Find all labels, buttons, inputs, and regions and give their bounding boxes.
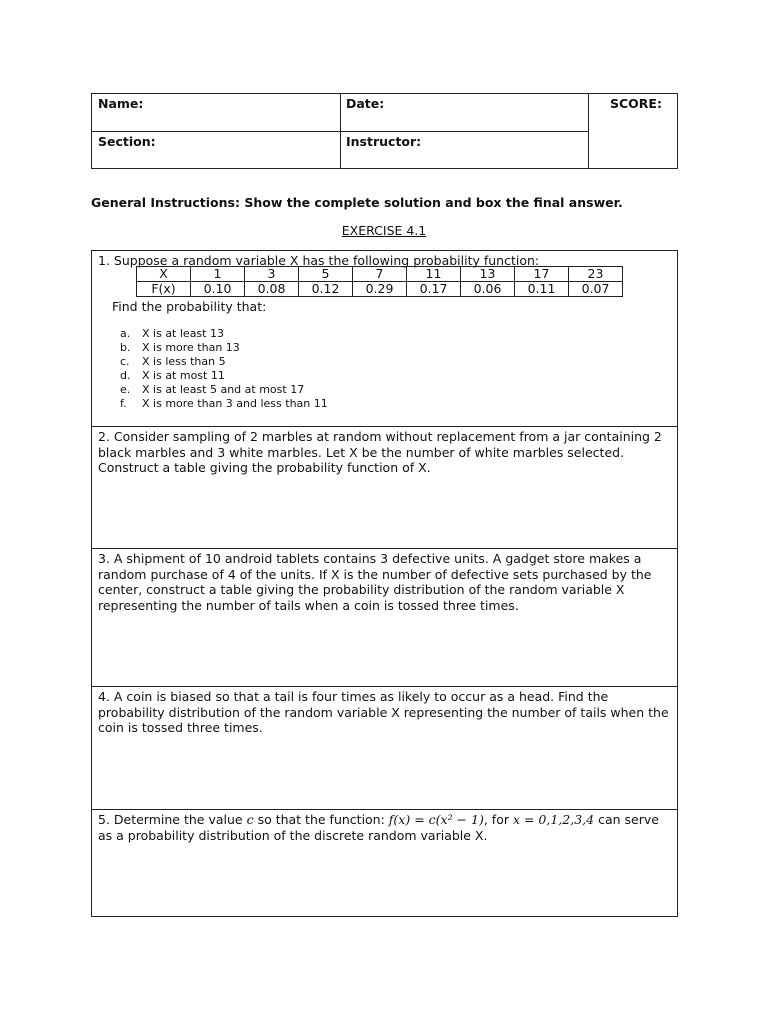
table-cell: 0.17 [407,282,461,297]
table-header-x: X [137,267,191,282]
list-item: e. X is at least 5 and at most 17 [120,383,305,396]
table-cell: 11 [407,267,461,282]
student-info-table [91,93,678,169]
domain-values: x = 0,1,2,3,4 [512,812,595,827]
question-1-text: 1. Suppose a random variable X has the following probability function: [98,253,540,268]
table-cell: 3 [245,267,299,282]
table-cell: 17 [515,267,569,282]
question-3 [91,548,678,687]
table-cell: 5 [299,267,353,282]
table-cell: 23 [569,267,623,282]
sub-question-list [120,327,328,411]
list-item: f. X is more than 3 and less than 11 [120,397,328,410]
question-4 [91,686,678,810]
question-5-text: 5. Determine the value c so that the function: f(x) = c(x² − 1), for x = 0,1,2,3,4 can serve as a probability distribution of the discrete random variable X. [98,812,659,843]
name-label: Name: [98,96,144,111]
list-item: c. X is less than 5 [120,355,226,368]
date-label: Date: [346,96,385,111]
table-cell: 0.11 [515,282,569,297]
exercise-title: EXERCISE 4.1 [341,223,427,238]
section-label: Section: [98,134,156,149]
question-2 [91,426,678,549]
function-formula: f(x) = c(x² − 1) [388,812,484,827]
divider [588,94,589,169]
table-cell: 1 [191,267,245,282]
table-header-fx: F(x) [137,282,191,297]
score-label: SCORE: [610,96,662,111]
list-item: a. X is at least 13 [120,327,224,340]
table-cell: 0.08 [245,282,299,297]
table-cell: 0.06 [461,282,515,297]
table-row-fx [137,282,623,297]
question-2-text: 2. Consider sampling of 2 marbles at random without replacement from a jar containing 2 black marbles and 3 white marbles. Let X be the number of white marbles selected. Construct a table giving the probability function of X. [98,429,662,475]
question-4-text: 4. A coin is biased so that a tail is four times as likely to occur as a head. Find the probability distribution of the random variable X representing the number of tails when the coin is tossed three times. [98,689,669,735]
table-row-x [137,267,623,282]
constant-c: c [246,812,254,827]
list-item: b. X is more than 13 [120,341,240,354]
instructor-label: Instructor: [346,134,422,149]
find-probability-label: Find the probability that: [112,299,267,314]
table-cell: 0.29 [353,282,407,297]
general-instructions: General Instructions: Show the complete solution and box the final answer. [91,195,623,210]
table-cell: 0.10 [191,282,245,297]
question-3-text: 3. A shipment of 10 android tablets contains 3 defective units. A gadget store makes a random purchase of 4 of the units. If X is the number of defective sets purchased by the center, construct a table giving the probability distribution of the random variable X representing the number of tails when a coin is tossed three times. [98,551,652,613]
question-5 [91,809,678,917]
probability-function-table [136,266,623,297]
list-item: d. X is at most 11 [120,369,225,382]
table-cell: 0.07 [569,282,623,297]
table-cell: 0.12 [299,282,353,297]
table-cell: 7 [353,267,407,282]
table-cell: 13 [461,267,515,282]
